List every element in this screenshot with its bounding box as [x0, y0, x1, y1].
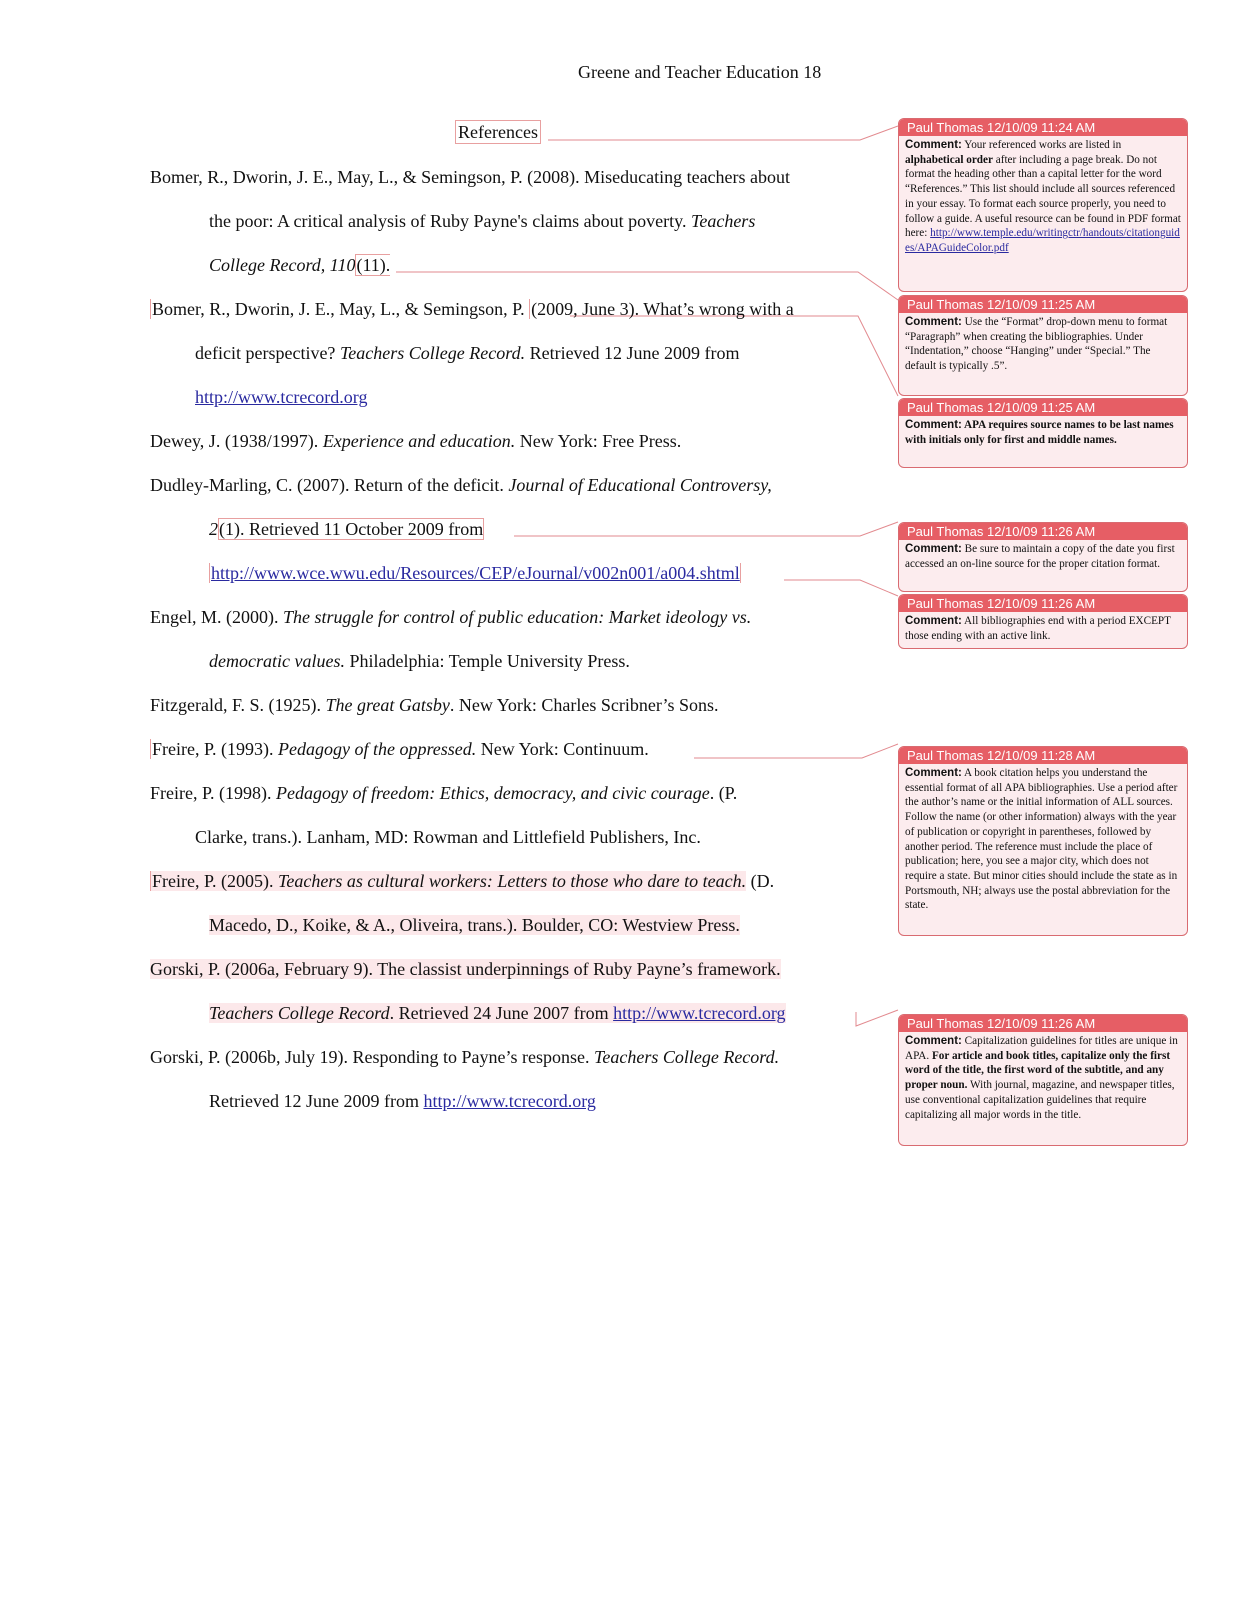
ref-freire-1998-line2: Clarke, trans.). Lanham, MD: Rowman and Littlefield Publishers, Inc. [195, 827, 701, 847]
wce-link[interactable]: http://www.wce.wwu.edu/Resources/CEP/eJournal/v002n001/a004.shtml [211, 563, 740, 583]
references-heading: References [455, 120, 541, 144]
connector-line [784, 580, 898, 596]
ref-gorski-2006b-line1: Gorski, P. (2006b, July 19). Responding to Payne’s response. Teachers College Record. [150, 1047, 780, 1067]
ref-gorski-2006a-line2: Teachers College Record. Retrieved 24 June 2007 from http://www.tcrecord.org [209, 1003, 786, 1023]
tcrecord-link[interactable]: http://www.tcrecord.org [195, 387, 368, 407]
ref-freire-2005-line1: Freire, P. (2005). Teachers as cultural workers: Letters to those who dare to teach. (D. [152, 871, 775, 891]
comment-header: Paul Thomas 12/10/09 11:26 AM [899, 1015, 1187, 1032]
connector-line [548, 126, 898, 140]
ref-bomer-2008-line1: Bomer, R., Dworin, J. E., May, L., & Semingson, P. (2008). Miseducating teachers about [150, 167, 791, 187]
comment-balloon[interactable] [898, 295, 1188, 396]
comment-body: Comment: Capitalization guidelines for titles are unique in APA. For article and book titles, capitalize only the first word of the title, the first word of the subtitle, and any proper noun. With journal, magazine, and newspaper titles, use conventional capitalization guidelines that require capitalizing all major words in the title. [905, 1035, 1178, 1121]
ref-bomer-2008-line3: College Record, 110(11). [209, 255, 391, 275]
ref-bomer-2009-line3 [195, 386, 367, 408]
ref-engel-line2: democratic values. Philadelphia: Temple University Press. [209, 651, 630, 671]
comment-balloon[interactable] [898, 1014, 1188, 1146]
comment-header: Paul Thomas 12/10/09 11:28 AM [899, 747, 1187, 764]
tcrecord-link[interactable]: http://www.tcrecord.org [613, 1003, 786, 1023]
comment-balloon[interactable] [898, 398, 1188, 468]
comment-balloon[interactable] [898, 522, 1188, 592]
ref-gorski-2006a-line1: Gorski, P. (2006a, February 9). The classist underpinnings of Ruby Payne’s framework. [150, 959, 781, 979]
ref-freire-1998-line1: Freire, P. (1998). Pedagogy of freedom: Ethics, democracy, and civic courage. (P. [150, 783, 738, 803]
comment-body: Comment: Be sure to maintain a copy of the date you first accessed an on-line source for the proper citation format. [905, 543, 1175, 570]
comment-header: Paul Thomas 12/10/09 11:26 AM [899, 523, 1187, 540]
ref-freire-2005-line2: Macedo, D., Koike, & A., Oliveira, trans.). Boulder, CO: Westview Press. [209, 915, 740, 935]
apa-guide-link[interactable]: http://www.temple.edu/writingctr/handouts/citationguides/APAGuideColor.pdf [905, 227, 1180, 254]
ref-dudley-line3 [209, 562, 741, 584]
comment-header: Paul Thomas 12/10/09 11:25 AM [899, 399, 1187, 416]
comment-body: Comment: Your referenced works are listed in alphabetical order after including a page break. Do not format the heading other than a capital letter for the word “References.” This list should include all sources referenced in your essay. To format each source properly, you need to follow a guide. A useful resource can be found in PDF format here: http://www.temple.edu/writingctr/handouts/citationguides/APAGuideColor.pdf [905, 139, 1181, 254]
ref-bomer-2009-line1: Bomer, R., Dworin, J. E., May, L., & Semingson, P. (2009, June 3). What’s wrong with a [152, 299, 794, 319]
ref-dudley-line1: Dudley-Marling, C. (2007). Return of the deficit. Journal of Educational Controversy, [150, 475, 772, 495]
comment-body: Comment: A book citation helps you understand the essential format of all APA bibliographies. Use a period after the author’s name or the initial information of ALL sources. Follow the name (or other information) always with the year of publication or copyright in parentheses, followed by another period. The reference must include the place of publication; here, you see a major city, which does not require a state. But minor cities should include the state as in Portsmouth, NH; always use the postal abbreviation for the state. [905, 767, 1178, 912]
ref-freire-1993: Freire, P. (1993). Pedagogy of the oppressed. New York: Continuum. [152, 739, 649, 759]
ref-engel-line1: Engel, M. (2000). The struggle for control of public education: Market ideology vs. [150, 607, 752, 627]
comment-body: Comment: All bibliographies end with a period EXCEPT those ending with an active link. [905, 615, 1171, 642]
ref-dudley-line2: 2(1). Retrieved 11 October 2009 from [209, 519, 484, 539]
running-header: Greene and Teacher Education 18 [578, 62, 822, 82]
comment-balloon[interactable] [898, 746, 1188, 936]
connector-line [514, 522, 898, 536]
connector-line [396, 272, 898, 300]
comment-balloon[interactable] [898, 118, 1188, 292]
connector-line [856, 1010, 898, 1026]
comment-header: Paul Thomas 12/10/09 11:25 AM [899, 296, 1187, 313]
ref-bomer-2009-line2: deficit perspective? Teachers College Record. Retrieved 12 June 2009 from [195, 343, 740, 363]
comment-header: Paul Thomas 12/10/09 11:24 AM [899, 119, 1187, 136]
ref-fitzgerald: Fitzgerald, F. S. (1925). The great Gatsby. New York: Charles Scribner’s Sons. [150, 695, 719, 715]
connector-line [694, 744, 898, 758]
ref-bomer-2008-line2: the poor: A critical analysis of Ruby Payne's claims about poverty. Teachers [209, 211, 756, 231]
ref-gorski-2006b-line2: Retrieved 12 June 2009 from http://www.tcrecord.org [209, 1091, 596, 1111]
comment-balloon[interactable] [898, 594, 1188, 649]
comment-header: Paul Thomas 12/10/09 11:26 AM [899, 595, 1187, 612]
ref-dewey: Dewey, J. (1938/1997). Experience and education. New York: Free Press. [150, 431, 682, 451]
tcrecord-link[interactable]: http://www.tcrecord.org [423, 1091, 596, 1111]
comment-body: Comment: Use the “Format” drop-down menu to format “Paragraph” when creating the bibliographies. Under “Indentation,” choose “Hanging” under “Special.” The default is typically .5”. [905, 316, 1168, 373]
comment-body: Comment: APA requires source names to be last names with initials only for first and middle names. [905, 419, 1174, 446]
